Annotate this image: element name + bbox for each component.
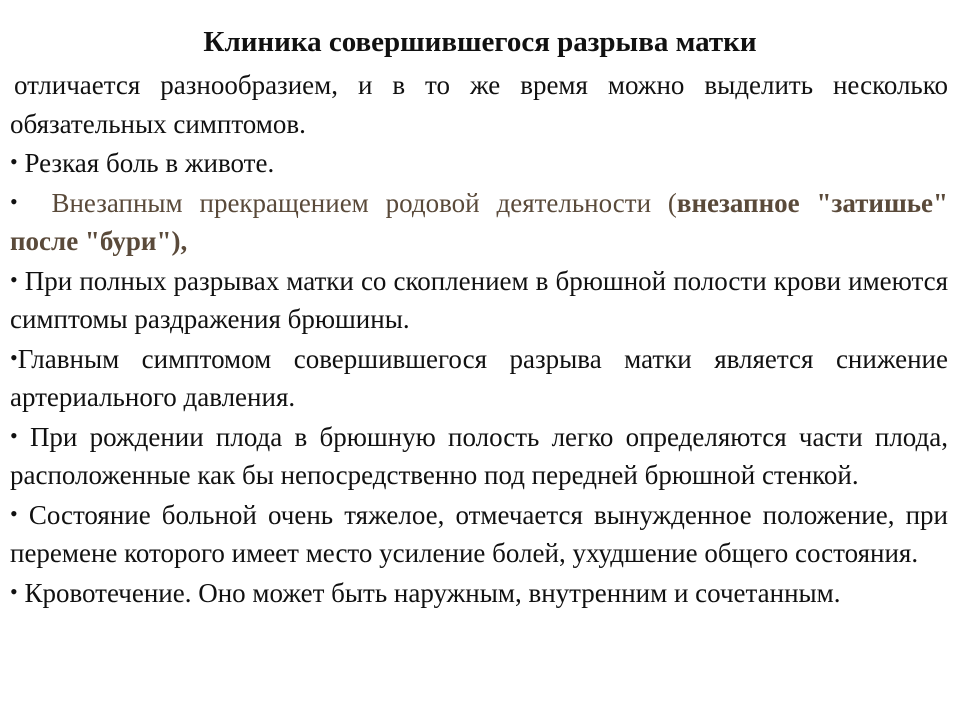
slide-title: Клиника совершившегося разрыва матки — [203, 26, 757, 58]
bullet-tail-text: ), — [171, 226, 188, 256]
bullet-icon: • — [10, 500, 18, 526]
bullet-text: При рождении плода в брюшную полость легко определяются части плода, расположенные как бы непосредственно под передней брюшной стенкой. — [10, 421, 949, 490]
bullet-item-bleeding — [10, 573, 948, 613]
slide-body — [10, 66, 948, 612]
bullet-item-condition — [10, 495, 948, 573]
bullet-icon: • — [10, 422, 18, 448]
bullet-item-peritoneal — [10, 261, 948, 339]
bullet-text: Кровотечение. Оно может быть наружным, внутренним и сочетанным. — [24, 577, 841, 608]
bullet-text: Состояние больной очень тяжелое, отмечается вынужденное положение, при перемене которого имеет место усиление болей, ухудшение общего состояния. — [10, 499, 948, 568]
bullet-bold-text: внезапное "затишье" после "бури" — [10, 187, 948, 256]
bullet-icon: • — [10, 149, 18, 174]
bullet-icon: • — [10, 578, 18, 604]
bullet-text: Внезапным прекращением родовой деятельности ( — [51, 187, 677, 218]
bullet-icon: • — [10, 344, 18, 370]
bullet-text: Главным симптомом совершившегося разрыва матки является снижение артериального давления. — [10, 343, 948, 412]
bullet-item-labor-stop — [10, 183, 948, 261]
bullet-item-pain — [10, 143, 948, 183]
bullet-item-pressure — [10, 339, 948, 417]
bullet-item-fetus — [10, 417, 948, 495]
bullet-text: При полных разрывах матки со скоплением в брюшной полости крови имеются симптомы раздражения брюшины. — [10, 265, 949, 334]
bullet-icon: • — [10, 266, 18, 292]
bullet-icon: • — [10, 188, 18, 214]
bullet-text: Резкая боль в животе. — [24, 148, 275, 178]
intro-paragraph: отличается разнообразием, и в то же время можно выделить несколько обязательных симптомов. — [10, 70, 948, 139]
